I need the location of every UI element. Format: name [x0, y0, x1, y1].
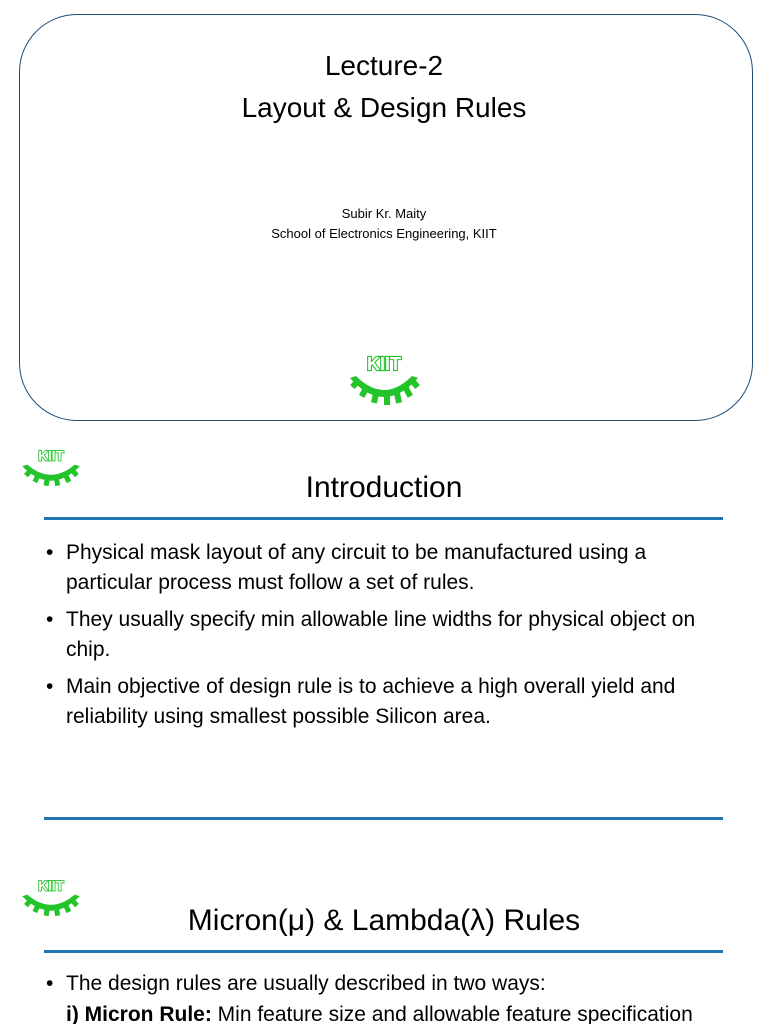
bullet-item: • They usually specify min allowable line widths for physical object on chip.: [46, 605, 726, 665]
svg-text:KIIT: KIIT: [38, 448, 64, 464]
author-name: Subir Kr. Maity: [341, 206, 427, 221]
micron-rule-line: [66, 1000, 746, 1024]
svg-text:KIIT: KIIT: [367, 354, 401, 374]
heading-underline: [44, 950, 723, 953]
lecture-title: Layout & Design Rules: [241, 92, 527, 123]
introduction-bullets: [46, 538, 726, 739]
bullet-item: • Main objective of design rule is to achieve a high overall yield and reliability using smallest possible Silicon area.: [46, 672, 726, 732]
micron-rule-text: Min feature size and allowable feature specification: [211, 1003, 693, 1024]
lecture-number: Lecture-2: [324, 50, 444, 81]
bullet-item: • The design rules are usually described in two ways:: [46, 969, 726, 999]
author-affiliation: School of Electronics Engineering, KIIT: [271, 226, 497, 241]
micron-lambda-heading: Micron(μ) & Lambda(λ) Rules: [187, 904, 581, 937]
bullet-item: • Physical mask layout of any circuit to be manufactured using a particular process must follow a set of rules.: [46, 538, 726, 598]
introduction-heading: Introduction: [305, 471, 463, 504]
heading-underline: [44, 517, 723, 520]
kiit-logo: [344, 350, 424, 412]
svg-text:KIIT: KIIT: [38, 878, 64, 894]
slide-bottom-rule: [44, 817, 723, 820]
micron-rule-label: i) Micron Rule:: [66, 1003, 212, 1024]
